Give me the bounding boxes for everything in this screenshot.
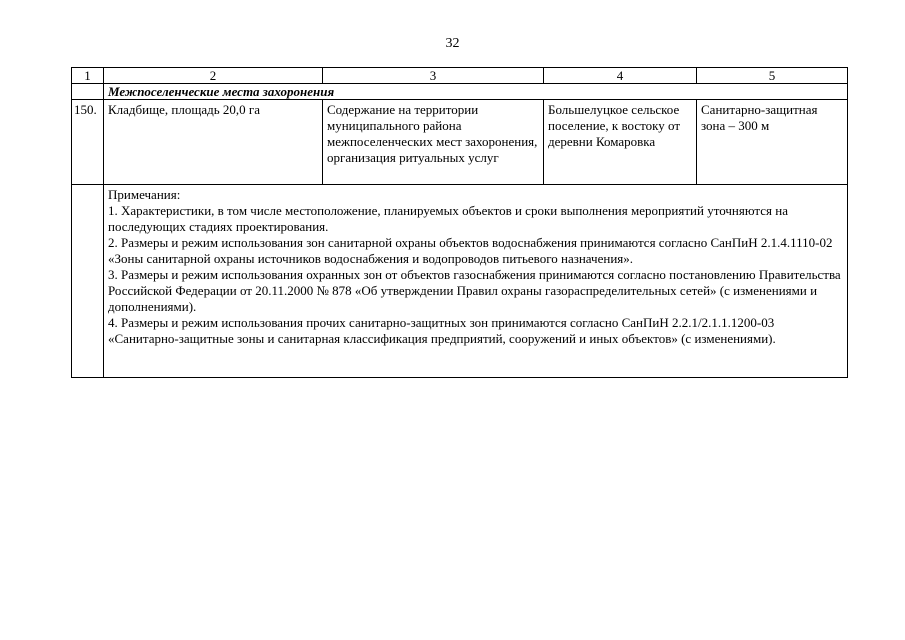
page-number: 32 [445, 36, 460, 51]
note-item-3: 3. Размеры и режим использования охранных зон от объектов газоснабжения принимаются согласно постановлению Правительства Российской Федерации от 20.11.2000 № 878 «Об утверждении Правил охраны газораспределительных сетей» (с изменениями и дополнениями). [108, 267, 841, 314]
table-row [72, 100, 848, 185]
notes-empty-cell [72, 185, 104, 378]
note-item-2: 2. Размеры и режим использования зон санитарной охраны объектов водоснабжения принимаются согласно СанПиН 2.1.4.1110-02 «Зоны санитарной охраны источников водоснабжения и водопроводов питьевого назначения». [108, 235, 833, 266]
column-header-2: 2 [104, 68, 323, 84]
object-name-cell: Кладбище, площадь 20,0 га [104, 100, 323, 185]
column-header-4: 4 [544, 68, 697, 84]
planning-table [71, 67, 848, 378]
purpose-cell: Содержание на территории муниципального района межпоселенческих мест захоронения, организация ритуальных услуг [323, 100, 544, 185]
note-item-1: 1. Характеристики, в том числе местоположение, планируемых объектов и сроки выполнения мероприятий уточняются на последующих стадиях проектирования. [108, 203, 788, 234]
notes-row [72, 185, 848, 378]
column-header-5: 5 [697, 68, 848, 84]
section-empty-cell [72, 84, 104, 100]
section-row [72, 84, 848, 100]
column-header-3: 3 [323, 68, 544, 84]
section-title: Межпоселенческие места захоронения [104, 84, 848, 100]
table-header-row [72, 68, 848, 84]
characteristics-cell: Санитарно-защитная зона – 300 м [697, 100, 848, 185]
location-cell: Большелуцкое сельское поселение, к востоку от деревни Комаровка [544, 100, 697, 185]
column-header-1: 1 [72, 68, 104, 84]
notes-title: Примечания: [108, 187, 181, 202]
note-item-4: 4. Размеры и режим использования прочих санитарно-защитных зон принимаются согласно СанПиН 2.2.1/2.1.1.1200-03 «Санитарно-защитные зоны и санитарная классификация предприятий, сооружений и иных объектов» (с изменениями). [108, 315, 776, 346]
notes-cell [104, 185, 848, 378]
row-number: 150. [72, 100, 104, 185]
